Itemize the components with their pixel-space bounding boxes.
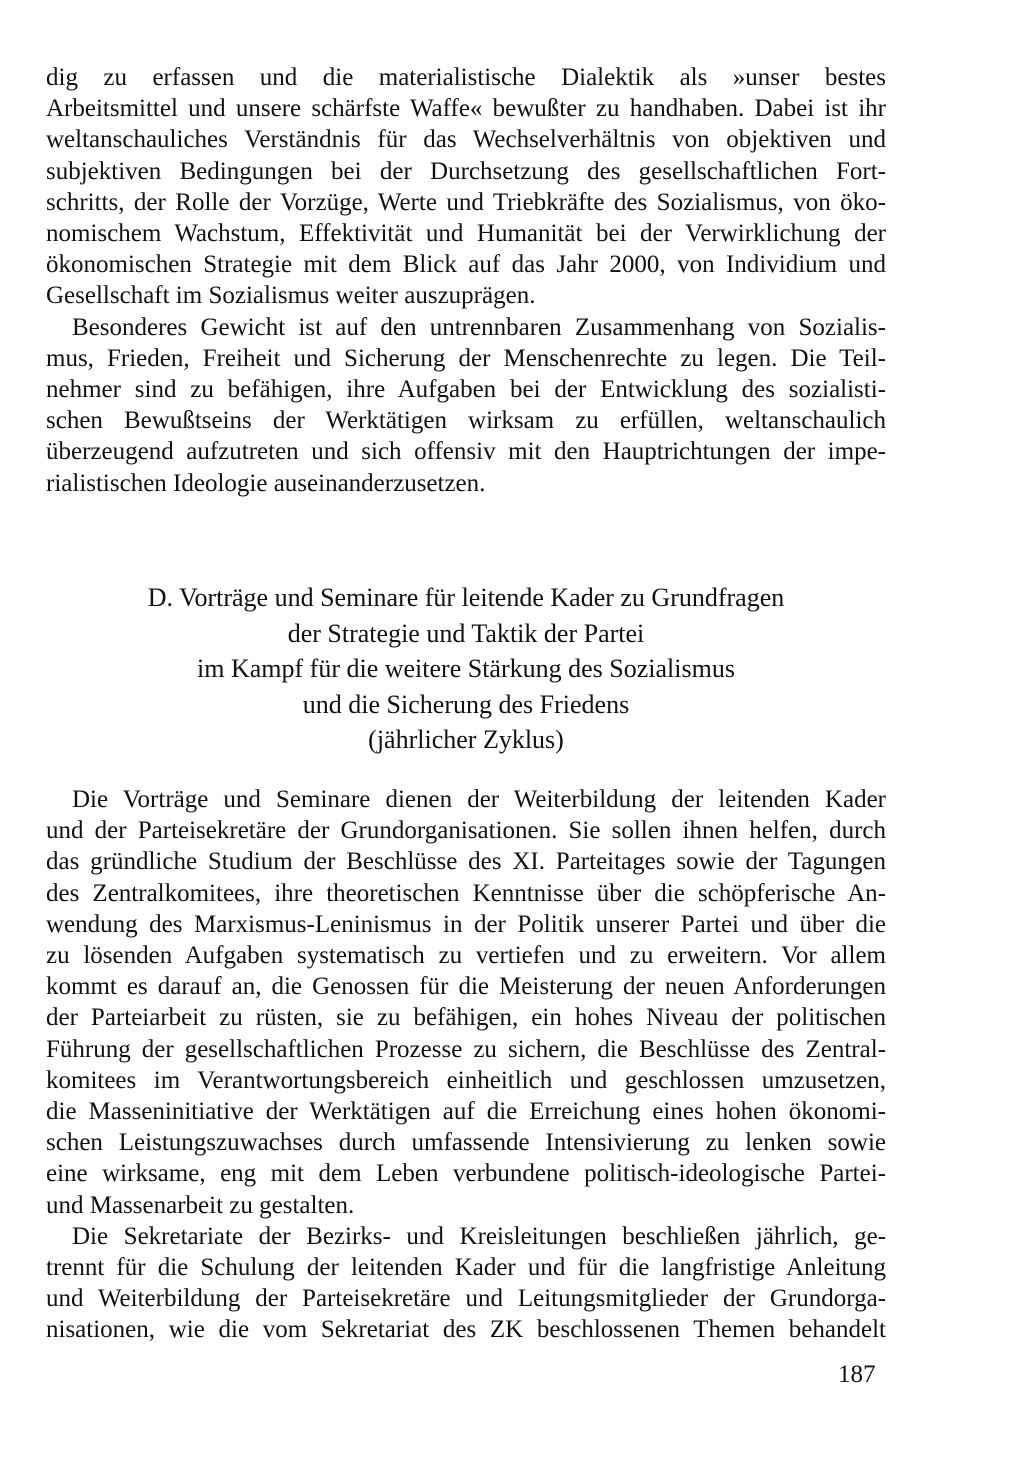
fourth-paragraph [46,1221,886,1346]
text-line: rialistischen Ideologie auseinanderzusetzen. [46,469,486,497]
heading-line: und die Sicherung des Friedens [302,689,630,719]
heading-line: der Strategie und Taktik der Partei [287,618,645,648]
text-line: Die Sekretariate der Bezirks- und Kreisleitungen beschließen jährlich, ge- [72,1222,886,1250]
text-line: wendung des Marxismus-Leninismus in der Politik unserer Partei und über die [46,910,886,938]
section-heading [46,580,886,758]
text-line: und der Parteisekretäre der Grundorganisationen. Sie sollen ihnen helfen, durch [46,817,886,845]
text-line: Die Vorträge und Seminare dienen der Weiterbildung der leitenden Kader [72,786,886,813]
page-number: 187 [838,1361,876,1388]
section-body [46,784,886,1346]
text-line: schritts, der Rolle der Vorzüge, Werte und Triebkräfte des Sozialismus, von öko- [46,188,886,216]
text-line: nisationen, wie die vom Sekretariat des ZK beschlossenen Themen behandelt [46,1316,886,1344]
text-line: mus, Frieden, Freiheit und Sicherung der Menschenrechte zu legen. Die Teil- [46,344,886,372]
document-page [46,62,886,499]
text-line: nehmer sind zu befähigen, ihre Aufgaben bei der Entwicklung des sozialisti- [46,376,886,404]
text-line: Besonderes Gewicht ist auf den untrennbaren Zusammenhang von Sozialis- [72,313,886,341]
heading-line: im Kampf für die weitere Stärkung des Sozialismus [197,654,735,683]
text-line: weltanschauliches Verständnis für das Wechselverhältnis von objektiven und [46,126,886,154]
text-line: komitees im Verantwortungsbereich einheitlich und geschlossen umzusetzen, [46,1066,886,1094]
heading-line: D. Vorträge und Seminare für leitende Kader zu Grundfragen [147,583,785,612]
text-line: des Zentralkomitees, ihre theoretischen Kenntnisse über die schöpferische An- [46,879,886,907]
text-line: dig zu erfassen und die materialistische Dialektik als »unser bestes [46,64,886,91]
heading-line: (jährlicher Zyklus) [368,725,564,754]
text-line: das gründliche Studium der Beschlüsse des XI. Parteitages sowie der Tagungen [46,848,886,876]
text-line: schen Bewußtseins der Werktätigen wirksam zu erfüllen, weltanschaulich [46,407,886,435]
third-paragraph [46,784,886,1221]
text-line: schen Leistungszuwachses durch umfassende Intensivierung zu lenken sowie [46,1129,886,1157]
text-line: und Massenarbeit zu gestalten. [46,1191,355,1219]
text-line: zu lösenden Aufgaben systematisch zu vertiefen und zu erweitern. Vor allem [46,942,886,970]
text-line: überzeugend aufzutreten und sich offensiv mit den Hauptrichtungen der impe- [46,438,886,466]
text-line: trennt für die Schulung der leitenden Kader und für die langfristige Anleitung [46,1254,886,1282]
second-paragraph [46,312,886,499]
text-line: kommt es darauf an, die Genossen für die Meisterung der neuen Anforderungen [46,973,886,1001]
text-line: ökonomischen Strategie mit dem Blick auf das Jahr 2000, von Individium und [46,251,886,279]
text-line: der Parteiarbeit zu rüsten, sie zu befähigen, ein hohes Niveau der politischen [46,1004,886,1032]
intro-paragraph [46,62,886,312]
text-line: Führung der gesellschaftlichen Prozesse zu sichern, die Beschlüsse des Zentral- [46,1035,886,1063]
text-line: Arbeitsmittel und unsere schärfste Waffe« bewußter zu handhaben. Dabei ist ihr [46,95,886,123]
text-line: nomischem Wachstum, Effektivität und Humanität bei der Verwirklichung der [46,220,886,248]
text-line: die Masseninitiative der Werktätigen auf die Erreichung eines hohen ökonomi- [46,1098,886,1126]
text-line: Gesellschaft im Sozialismus weiter auszuprägen. [46,282,536,310]
text-line: eine wirksame, eng mit dem Leben verbundene politisch-ideologische Partei- [46,1160,886,1188]
text-line: subjektiven Bedingungen bei der Durchsetzung des gesellschaftlichen Fort- [46,157,886,185]
text-line: und Weiterbildung der Parteisekretäre und Leitungsmitglieder der Grundorga- [46,1285,886,1313]
